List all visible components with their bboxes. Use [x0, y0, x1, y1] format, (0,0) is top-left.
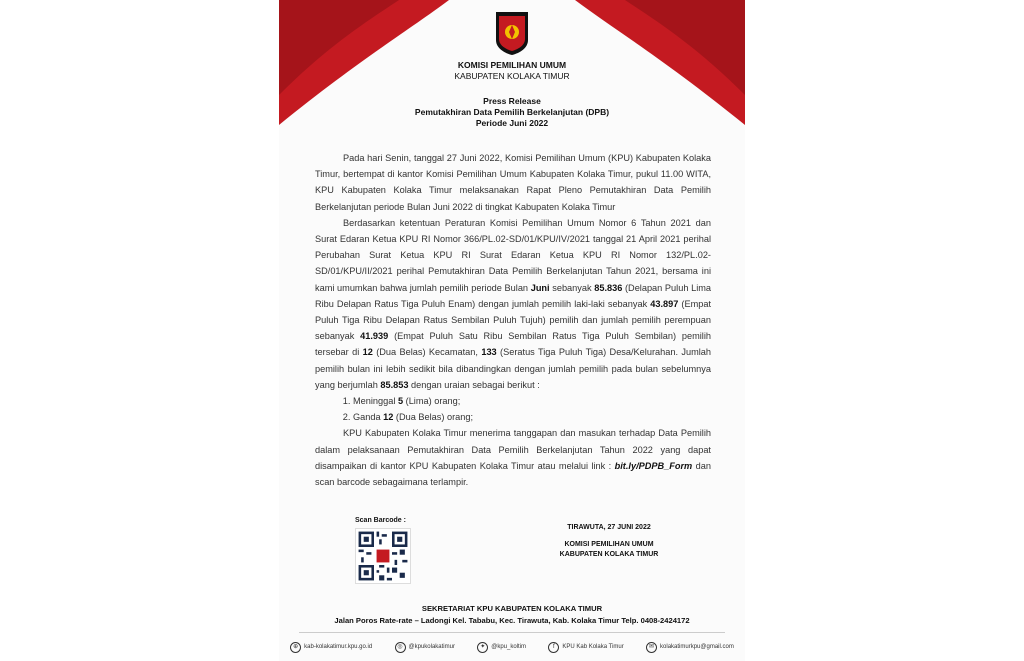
- signature-org: KOMISI PEMILIHAN UMUM: [564, 541, 654, 548]
- change-list: [315, 393, 711, 425]
- social-instagram[interactable]: ◎ @kpukolakatimur: [395, 642, 455, 653]
- social-website[interactable]: ⊕ kab-kolakatimur.kpu.go.id: [290, 642, 372, 653]
- release-period: Periode Juni 2022: [475, 118, 549, 128]
- paragraph-figures: Berdasarkan ketentuan Peraturan Komisi Pemilihan Umum Nomor 6 Tahun 2021 dan Surat Edaran Ketua KPU RI Nomor 366/PL.02-SD/01/KPU/IV/2021 tanggal 21 April 2021 perihal Perubahan Surat Ketua KPU RI Surat Edaran Ketua KPU RI Nomor 132/PL.02-SD/01/KPU/II/2021 perihal Pemutakhiran Data Pemilih Berkelanjutan Tahun 2021, bersama ini kami umumkan bahwa jumlah pemilih periode Bulan Juni sebanyak 85.836 (Delapan Puluh Lima Ribu Delapan Ratus Tiga Puluh Enam) dengan jumlah pemilih laki-laki sebanyak 43.897 (Empat Puluh Tiga Ribu Delapan Ratus Sembilan Puluh Tujuh) pemilih dan jumlah pemilih perempuan sebanyak 41.939 (Empat Puluh Satu Ribu Sembilan Ratus Tiga Puluh Sembilan) pemilih tersebar di 12 (Dua Belas) Kecamatan, 133 (Seratus Tiga Puluh Tiga) Desa/Kelurahan. Jumlah pemilih bulan ini lebih sedikit bila dibandingkan dengan jumlah pemilih pada bulan sebelumnya yang berjumlah 85.853 dengan uraian sebagai berikut :: [315, 217, 711, 390]
- instagram-icon: ◎: [395, 642, 406, 653]
- release-subject: Pemutakhiran Data Pemilih Berkelanjutan (DPB): [414, 107, 610, 117]
- release-body: [315, 150, 711, 490]
- email-icon: ✉: [646, 642, 657, 653]
- press-release-document: [279, 0, 745, 661]
- kpu-logo-icon: [493, 10, 531, 56]
- signature-region: KABUPATEN KOLAKA TIMUR: [559, 551, 659, 558]
- footer-address: Jalan Poros Rate-rate – Ladongi Kel. Tababu, Kec. Tirawuta, Kab. Kolaka Timur Telp. 0408-2424172: [334, 616, 690, 625]
- paragraph-feedback: KPU Kabupaten Kolaka Timur menerima tanggapan dan masukan terhadap Data Pemilih dalam pelaksanaan Pemutakhiran Data Pemilih Berkelanjutan Tahun 2022 yang dapat disampaikan di kantor KPU Kabupaten Kolaka Timur atau melalui link : bit.ly/PDPB_Form dan scan barcode sebagaimana terlampir.: [315, 428, 711, 488]
- footer-secretariat: SEKRETARIAT KPU KABUPATEN KOLAKA TIMUR: [421, 604, 603, 613]
- social-email[interactable]: ✉ kolakatimurkpu@gmail.com: [646, 642, 734, 653]
- social-twitter[interactable]: ✦ @kpu_koltim: [477, 642, 526, 653]
- qr-code-icon[interactable]: [355, 528, 411, 584]
- signature-place-date: TIRAWUTA, 27 JUNI 2022: [567, 524, 651, 531]
- org-name: KOMISI PEMILIHAN UMUM: [457, 60, 567, 70]
- footer-divider: [299, 632, 725, 633]
- list-item: 1. Meninggal 5 (Lima) orang;: [353, 393, 711, 409]
- feedback-link[interactable]: bit.ly/PDPB_Form: [614, 460, 693, 471]
- org-region: KABUPATEN KOLAKA TIMUR: [454, 71, 570, 81]
- social-links: [279, 637, 745, 657]
- scan-barcode-label: Scan Barcode :: [355, 517, 406, 524]
- twitter-icon: ✦: [477, 642, 488, 653]
- list-item: 2. Ganda 12 (Dua Belas) orang;: [353, 409, 711, 425]
- press-release-label: Press Release: [483, 96, 541, 106]
- facebook-icon: f: [548, 642, 559, 653]
- paragraph-intro: Pada hari Senin, tanggal 27 Juni 2022, Komisi Pemilihan Umum (KPU) Kabupaten Kolaka Timur, bertempat di kantor Komisi Pemilihan Umum Kabupaten Kolaka Timur, pukul 11.00 WITA, KPU Kabupaten Kolaka Timur melaksanakan Rapat Pleno Pemutakhiran Data Pemilih Berkelanjutan periode Bulan Juni 2022 di tingkat Kabupaten Kolaka Timur: [315, 153, 711, 212]
- social-facebook[interactable]: f KPU Kab Kolaka Timur: [548, 642, 623, 653]
- globe-icon: ⊕: [290, 642, 301, 653]
